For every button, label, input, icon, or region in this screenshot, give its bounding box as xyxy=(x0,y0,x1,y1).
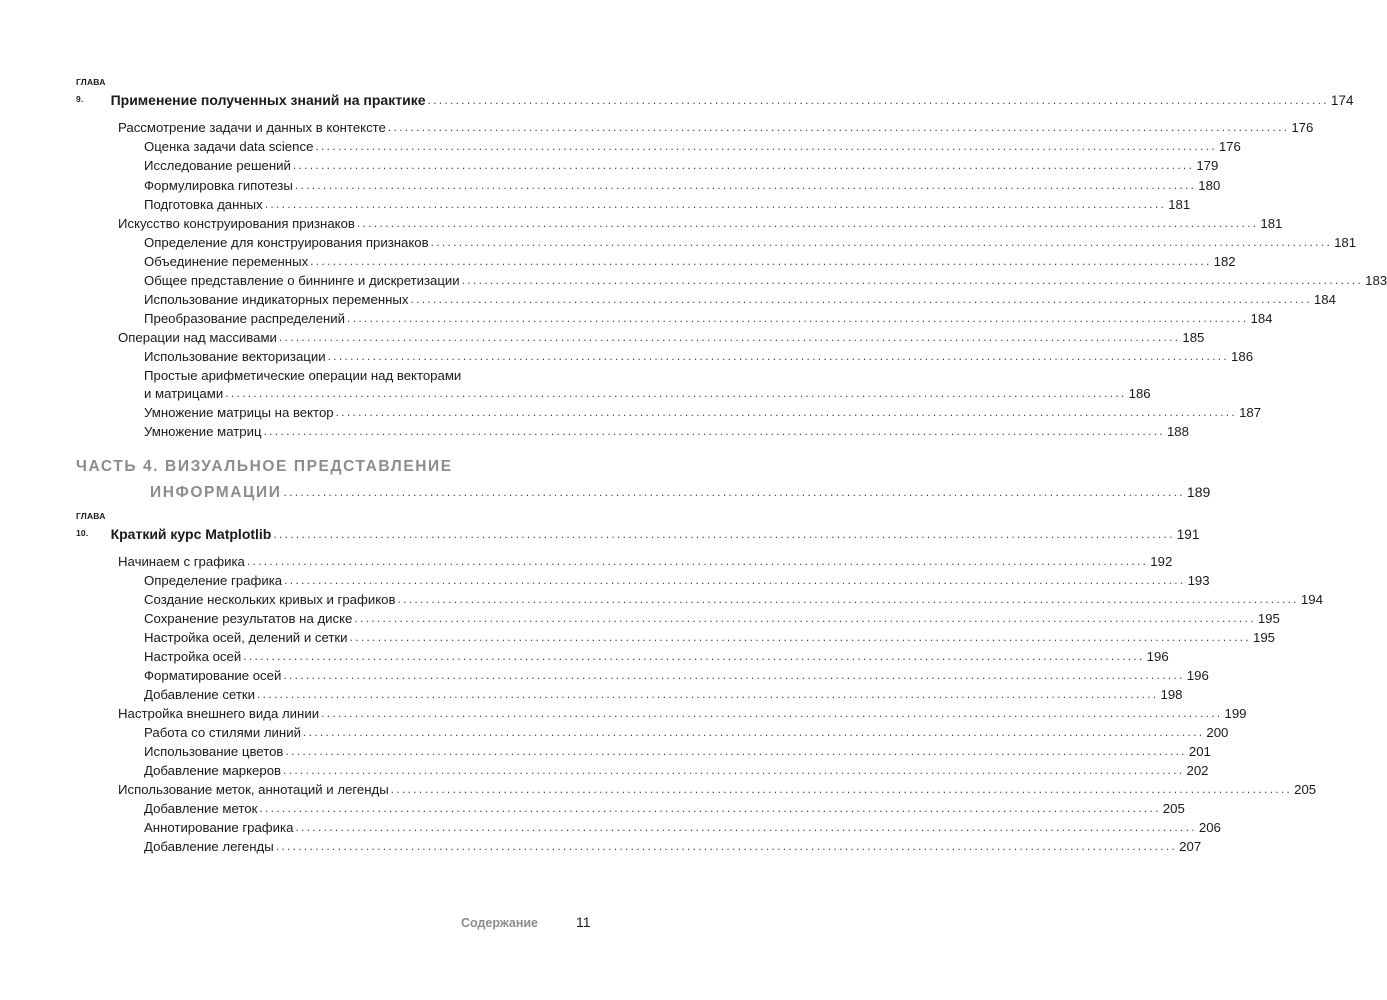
page-number: 176 xyxy=(1218,139,1241,154)
leader-dots: ................................................................................................................................................................ xyxy=(461,273,1364,287)
leader-dots: ................................................................................................................................................................ xyxy=(335,405,1238,419)
entry-title: Добавление маркеров xyxy=(144,763,282,778)
entry-title: Добавление сетки xyxy=(144,687,256,702)
chapter-label: ГЛАВА 10. xyxy=(76,511,106,538)
toc-chapter-10[interactable] xyxy=(76,511,1200,543)
entry-title: Операции над массивами xyxy=(118,330,277,345)
chapter-title: Краткий курс Matplotlib xyxy=(110,526,272,542)
toc-entry-wrapped-line[interactable] xyxy=(144,364,583,384)
leader-dots: ................................................................................................................................................................ xyxy=(356,216,1259,230)
chapter-title: Применение полученных знаний на практике xyxy=(110,92,426,108)
page-number: 196 xyxy=(1146,649,1169,664)
page-number: 185 xyxy=(1182,330,1205,345)
page-number: 193 xyxy=(1187,573,1210,588)
entry-title: Настройка осей xyxy=(144,649,242,664)
leader-dots: ................................................................................................................................................................ xyxy=(243,649,1145,663)
leader-dots: ................................................................................................................................................................ xyxy=(347,311,1249,325)
entry-title: Сохранение результатов на диске xyxy=(144,611,353,626)
entry-title: и матрицами xyxy=(144,386,224,401)
chapter-label: ГЛАВА 9. xyxy=(76,77,106,104)
page-number: 194 xyxy=(1300,592,1323,607)
page-number: 181 xyxy=(1260,216,1283,231)
toc-entry[interactable] xyxy=(144,626,1275,646)
toc-entry[interactable] xyxy=(118,116,1314,136)
entry-title: Оценка задачи data science xyxy=(144,139,314,154)
toc-entry[interactable] xyxy=(144,645,1169,665)
leader-dots: ................................................................................................................................................................ xyxy=(292,158,1195,172)
entry-title: Форматирование осей xyxy=(144,668,282,683)
toc-entry[interactable] xyxy=(144,797,1185,817)
toc-entry[interactable] xyxy=(144,345,1254,365)
page-number: 186 xyxy=(1231,349,1254,364)
entry-title: Определение графика xyxy=(144,573,283,588)
leader-dots: ................................................................................................................................................................ xyxy=(410,292,1312,306)
entry-title: Настройка осей, делений и сетки xyxy=(144,630,348,645)
toc-entry[interactable] xyxy=(118,212,1283,232)
page-number-footer: 11 xyxy=(576,914,591,930)
page-number: 181 xyxy=(1168,197,1191,212)
leader-dots: ................................................................................................................................................................ xyxy=(278,330,1181,344)
entry-title: Работа со стилями линий xyxy=(144,725,301,740)
toc-entry[interactable] xyxy=(144,420,1189,440)
part-heading-line-2: ИНФОРМАЦИИ xyxy=(150,484,282,501)
page-number: 179 xyxy=(1196,158,1219,173)
page-number: 191 xyxy=(1176,527,1200,542)
toc-entry[interactable] xyxy=(144,135,1241,155)
toc-entry[interactable] xyxy=(144,174,1221,194)
toc-entry[interactable] xyxy=(144,835,1202,855)
page-number: 196 xyxy=(1186,668,1209,683)
page-number: 202 xyxy=(1186,763,1209,778)
entry-title: Использование меток, аннотаций и легенды xyxy=(118,782,389,797)
toc-entry[interactable] xyxy=(144,588,1323,608)
page-number: 207 xyxy=(1179,839,1202,854)
page-number: 192 xyxy=(1150,554,1173,569)
page-number: 186 xyxy=(1128,386,1151,401)
leader-dots: ................................................................................................................................................................ xyxy=(349,630,1251,644)
page-number: 188 xyxy=(1166,424,1189,439)
toc-entry[interactable] xyxy=(144,154,1219,174)
entry-title: Рассмотрение задачи и данных в контексте xyxy=(118,120,386,135)
leader-dots: ................................................................................................................................................................ xyxy=(263,424,1165,438)
toc-entry[interactable] xyxy=(144,250,1236,270)
leader-dots: ................................................................................................................................................................ xyxy=(327,349,1230,363)
page-number: 205 xyxy=(1162,801,1185,816)
page-number: 198 xyxy=(1160,687,1183,702)
entry-title: Использование векторизации xyxy=(144,349,326,364)
leader-dots: ................................................................................................................................................................ xyxy=(284,573,1186,587)
entry-title: Умножение матриц xyxy=(144,424,262,439)
page-number: 180 xyxy=(1198,178,1221,193)
page-number: 189 xyxy=(1186,484,1211,500)
part-heading-line-1: ЧАСТЬ 4. ВИЗУАЛЬНОЕ ПРЕДСТАВЛЕНИЕ xyxy=(76,458,453,475)
page-number: 184 xyxy=(1313,292,1336,307)
entry-title: Умножение матрицы на вектор xyxy=(144,405,334,420)
leader-dots: ................................................................................................................................................................ xyxy=(273,527,1175,541)
entry-title: Исследование решений xyxy=(144,158,291,173)
toc-entry[interactable] xyxy=(144,269,1387,289)
toc-entry[interactable] xyxy=(144,721,1229,741)
toc-entry[interactable] xyxy=(144,401,1262,421)
page-number: 181 xyxy=(1334,235,1357,250)
entry-title: Определение для конструирования признаков xyxy=(144,235,429,250)
page-number: 195 xyxy=(1257,611,1280,626)
page-number: 176 xyxy=(1291,120,1314,135)
page-number: 184 xyxy=(1250,311,1273,326)
toc-entry[interactable] xyxy=(144,382,1151,402)
toc-entry[interactable] xyxy=(144,231,1357,251)
page-number: 200 xyxy=(1206,725,1229,740)
toc-entry[interactable] xyxy=(118,778,1317,798)
entry-title: Простые арифметические операции над векторами xyxy=(144,368,462,383)
toc-entry[interactable] xyxy=(144,664,1209,684)
toc-entry[interactable] xyxy=(118,326,1205,346)
page-number: 182 xyxy=(1213,254,1236,269)
leader-dots: ................................................................................................................................................................ xyxy=(315,139,1217,153)
entry-title: Добавление легенды xyxy=(144,839,274,854)
entry-title: Преобразование распределений xyxy=(144,311,346,326)
page-number: 206 xyxy=(1198,820,1221,835)
entry-title: Общее представление о биннинге и дискретизации xyxy=(144,273,460,288)
entry-title: Использование цветов xyxy=(144,744,284,759)
entry-title: Искусство конструирования признаков xyxy=(118,216,355,231)
page-number: 201 xyxy=(1188,744,1211,759)
toc-entry[interactable] xyxy=(144,740,1211,760)
leader-dots: ................................................................................................................................................................ xyxy=(430,235,1333,249)
page-number: 195 xyxy=(1252,630,1275,645)
page-number: 174 xyxy=(1330,93,1354,108)
toc-part-4[interactable] xyxy=(150,481,1211,501)
leader-dots: ................................................................................................................................................................ xyxy=(285,744,1187,758)
entry-title: Использование индикаторных переменных xyxy=(144,292,409,307)
leader-dots: ................................................................................................................................................................ xyxy=(283,763,1185,777)
toc-entry[interactable] xyxy=(144,193,1191,213)
leader-dots: ................................................................................................................................................................ xyxy=(397,592,1299,606)
leader-dots: ................................................................................................................................................................ xyxy=(283,485,1185,499)
leader-dots: ................................................................................................................................................................ xyxy=(257,687,1159,701)
leader-dots: ................................................................................................................................................................ xyxy=(259,801,1161,815)
leader-dots: ................................................................................................................................................................ xyxy=(321,706,1223,720)
running-footer-title: Содержание xyxy=(461,916,539,930)
entry-title: Начинаем с графика xyxy=(118,554,245,569)
leader-dots: ................................................................................................................................................................ xyxy=(225,386,1127,400)
page-number: 205 xyxy=(1294,782,1317,797)
page-number: 187 xyxy=(1239,405,1262,420)
leader-dots: ................................................................................................................................................................ xyxy=(264,197,1167,211)
toc-entry[interactable] xyxy=(144,288,1336,308)
toc-entry[interactable] xyxy=(118,550,1173,570)
leader-dots: ................................................................................................................................................................ xyxy=(302,725,1205,739)
toc-entry[interactable] xyxy=(144,759,1209,779)
leader-dots: ................................................................................................................................................................ xyxy=(354,611,1256,625)
entry-title: Создание нескольких кривых и графиков xyxy=(144,592,396,607)
leader-dots: ................................................................................................................................................................ xyxy=(275,839,1178,853)
leader-dots: ................................................................................................................................................................ xyxy=(427,93,1329,107)
toc-entry[interactable] xyxy=(118,702,1247,722)
page-number: 183 xyxy=(1365,273,1387,288)
leader-dots: ................................................................................................................................................................ xyxy=(310,254,1212,268)
toc-entry[interactable] xyxy=(144,607,1280,627)
toc-entry[interactable] xyxy=(144,683,1183,703)
toc-entry[interactable] xyxy=(144,569,1210,589)
page-number: 199 xyxy=(1224,706,1247,721)
entry-title: Формулировка гипотезы xyxy=(144,178,293,193)
entry-title: Настройка внешнего вида линии xyxy=(118,706,320,721)
toc-entry[interactable] xyxy=(144,816,1221,836)
entry-title: Подготовка данных xyxy=(144,197,263,212)
leader-dots: ................................................................................................................................................................ xyxy=(246,554,1149,568)
toc-entry[interactable] xyxy=(144,307,1273,327)
toc-chapter-9[interactable] xyxy=(76,77,1354,109)
leader-dots: ................................................................................................................................................................ xyxy=(283,668,1185,682)
leader-dots: ................................................................................................................................................................ xyxy=(295,820,1197,834)
entry-title: Аннотирование графика xyxy=(144,820,294,835)
leader-dots: ................................................................................................................................................................ xyxy=(294,178,1197,192)
leader-dots: ................................................................................................................................................................ xyxy=(387,120,1290,134)
entry-title: Добавление меток xyxy=(144,801,258,816)
leader-dots: ................................................................................................................................................................ xyxy=(390,782,1293,796)
entry-title: Объединение переменных xyxy=(144,254,309,269)
